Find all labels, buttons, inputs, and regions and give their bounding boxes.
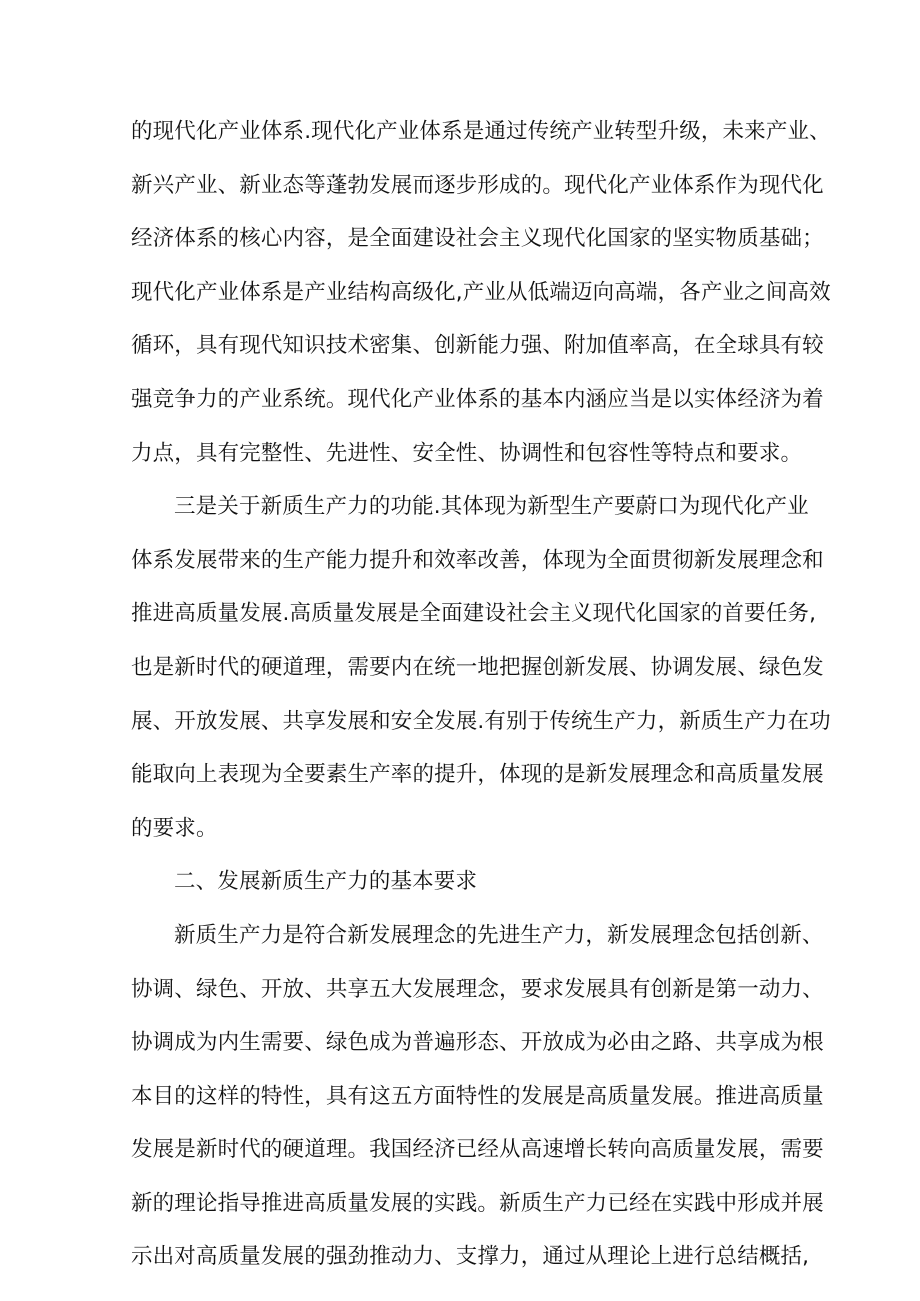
text-line: 力点，具有完整性、先进性、安全性、协调性和包容性等特点和要求。 (131, 440, 803, 466)
text-line: 的现代化产业体系.现代化产业体系是通过传统产业转型升级，未来产业、 (131, 119, 831, 144)
text-line: 经济体系的核心内容，是全面建设社会主义现代化国家的坚实物质基础； (131, 226, 824, 252)
text-line: 本目的这样的特性，具有这五方面特性的发展是高质量发展。推进高质量 (131, 1083, 824, 1109)
text-line: 推进高质量发展.高质量发展是全面建设社会主义现代化国家的首要任务, (131, 601, 817, 627)
text-line: 循环，具有现代知识技术密集、创新能力强、附加值率高，在全球具有较 (131, 333, 824, 359)
text-line: 发展是新时代的硬道理。我国经济已经从高速增长转向高质量发展，需要 (131, 1137, 824, 1163)
text-line: 现代化产业体系是产业结构高级化,产业从低端迈向高端，各产业之间高效 (131, 279, 831, 305)
text-line: 能取向上表现为全要素生产率的提升，体现的是新发展理念和高质量发展 (131, 762, 824, 788)
text-line: 示出对高质量发展的强劲推动力、支撑力，通过从理论上进行总结概括, (131, 1244, 810, 1270)
text-line: 的要求。 (131, 815, 218, 841)
text-line: 体系发展带来的生产能力提升和效率改善，体现为全面贯彻新发展理念和 (131, 547, 824, 573)
text-line: 二、发展新质生产力的基本要求 (174, 869, 478, 895)
text-line: 展、开放发展、共享发展和安全发展.有别于传统生产力，新质生产力在功 (131, 708, 831, 734)
text-line: 强竞争力的产业系统。现代化产业体系的基本内涵应当是以实体经济为着 (131, 386, 824, 412)
text-line: 也是新时代的硬道理，需要内在统一地把握创新发展、协调发展、绿色发 (131, 654, 824, 680)
text-line: 协调、绿色、开放、共享五大发展理念，要求发展具有创新是第一动力、 (131, 976, 824, 1002)
text-line: 新质生产力是符合新发展理念的先进生产力，新发展理念包括创新、 (174, 922, 824, 948)
text-line: 三是关于新质生产力的功能.其体现为新型生产要蔚口为现代化产业 (174, 494, 809, 520)
text-line: 新的理论指导推进高质量发展的实践。新质生产力已经在实践中形成并展 (131, 1190, 824, 1216)
text-line: 新兴产业、新业态等蓬勃发展而逐步形成的。现代化产业体系作为现代化 (131, 172, 824, 198)
text-line: 协调成为内生需要、绿色成为普遍形态、开放成为必由之路、共享成为根 (131, 1030, 824, 1056)
document-body (131, 105, 831, 1284)
